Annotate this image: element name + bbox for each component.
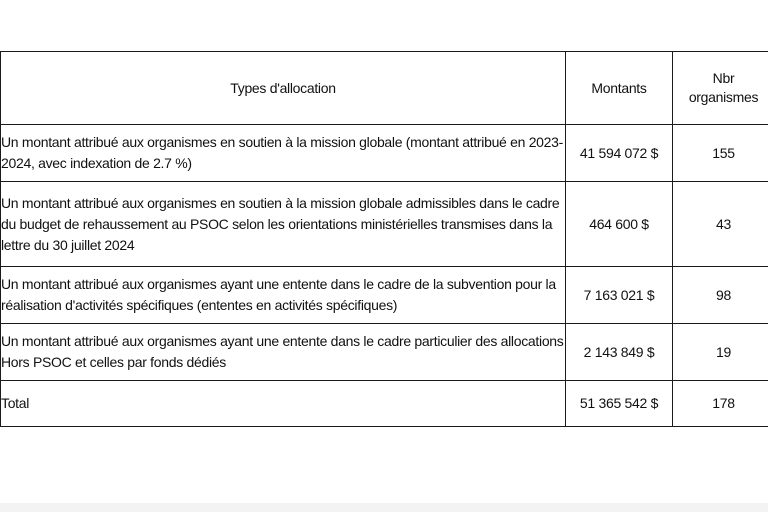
table-row bbox=[1, 125, 768, 182]
row-amount: 41 594 072 $ bbox=[566, 125, 673, 182]
row-amount: 2 143 849 $ bbox=[566, 324, 673, 381]
row-description: Un montant attribué aux organismes ayant une entente dans le cadre particulier des allocations Hors PSOC et celles par fonds dédiés bbox=[1, 324, 566, 381]
table-row bbox=[1, 324, 768, 381]
total-row bbox=[1, 381, 768, 427]
header-count-line2: organismes bbox=[688, 88, 759, 105]
row-count: 43 bbox=[673, 182, 768, 267]
row-count: 155 bbox=[673, 125, 768, 182]
total-amount: 51 365 542 $ bbox=[566, 381, 673, 427]
row-count: 19 bbox=[673, 324, 768, 381]
header-organism-count bbox=[673, 52, 768, 125]
row-amount: 464 600 $ bbox=[566, 182, 673, 267]
header-allocation-type: Types d'allocation bbox=[1, 52, 566, 125]
header-amounts: Montants bbox=[566, 52, 673, 125]
page-bottom-band bbox=[0, 503, 768, 512]
row-description: Un montant attribué aux organismes en soutien à la mission globale (montant attribué en 2023-2024, avec indexation de 2.7 %) bbox=[1, 125, 566, 182]
allocation-table bbox=[0, 51, 768, 427]
table-row bbox=[1, 267, 768, 324]
row-description: Un montant attribué aux organismes en soutien à la mission globale admissibles dans le cadre du budget de rehaussement au PSOC selon les orientations ministérielles transmises dans la lettre du 30 juillet 2024 bbox=[1, 182, 566, 267]
header-row bbox=[1, 52, 768, 125]
total-label: Total bbox=[1, 381, 566, 427]
total-count: 178 bbox=[673, 381, 768, 427]
row-count: 98 bbox=[673, 267, 768, 324]
row-description: Un montant attribué aux organismes ayant une entente dans le cadre de la subvention pour la réalisation d'activités spécifiques (ententes en activités spécifiques) bbox=[1, 267, 566, 324]
header-count-line1: Nbr bbox=[712, 69, 735, 86]
table-row bbox=[1, 182, 768, 267]
row-amount: 7 163 021 $ bbox=[566, 267, 673, 324]
